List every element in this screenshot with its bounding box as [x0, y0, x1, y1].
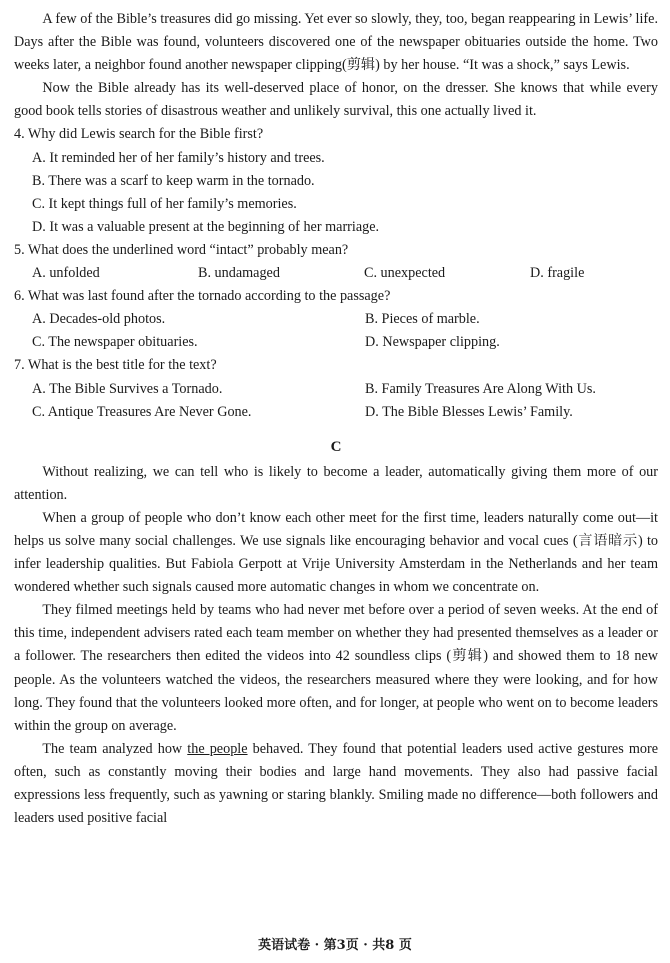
- question-6-option-a: A. Decades-old photos.: [32, 311, 166, 328]
- question-4-option-a: A. It reminded her of her family’s history and trees.: [32, 149, 325, 166]
- question-7-options-row-1: [14, 378, 658, 401]
- question-6-option-c: C. The newspaper obituaries.: [32, 334, 198, 351]
- question-7-option-a: A. The Bible Survives a Tornado.: [32, 380, 223, 397]
- section-c-paragraph-4: [14, 738, 658, 830]
- question-6-option-b: B. Pieces of marble.: [365, 311, 480, 328]
- question-5: [14, 239, 658, 285]
- section-c-heading: C: [330, 438, 342, 455]
- question-6-options-row-1: [14, 308, 658, 331]
- question-4: [14, 123, 658, 238]
- question-5-option-b: B. undamaged: [198, 265, 280, 282]
- question-4-stem: 4. Why did Lewis search for the Bible first?: [14, 126, 264, 143]
- question-6-options-row-2: [14, 331, 658, 354]
- question-7-stem: 7. What is the best title for the text?: [14, 357, 217, 374]
- page-footer: 英语试卷 · 第3页 · 共8 页: [258, 938, 412, 953]
- question-5-option-d: D. fragile: [530, 265, 585, 282]
- question-5-stem: 5. What does the underlined word “intact” probably mean?: [14, 241, 349, 258]
- question-7: [14, 354, 658, 423]
- section-c-paragraph-2: When a group of people who don’t know each other meet for the first time, leaders naturally come out—it helps us solve many social challenges. We use signals like encouraging behavior and vocal cues (言语暗示) to infer leadership qualities. But Fabiola Gerpott at Vrije University Amsterdam in the Netherlands and her team wondered whether such signals caused more automatic changes in whom we concentrate on.: [14, 509, 658, 596]
- question-4-option-d: D. It was a valuable present at the beginning of her marriage.: [32, 218, 380, 235]
- question-5-options: [14, 262, 658, 285]
- question-7-option-c: C. Antique Treasures Are Never Gone.: [32, 403, 252, 420]
- question-7-options-row-2: [14, 401, 658, 424]
- exam-page: [14, 8, 658, 830]
- question-4-option-c: C. It kept things full of her family’s memories.: [32, 195, 297, 212]
- question-5-option-a: A. unfolded: [32, 265, 100, 282]
- passage-b-paragraph-1: A few of the Bible’s treasures did go missing. Yet ever so slowly, they, too, began reappearing in Lewis’ life. Days after the Bible was found, volunteers discovered one of the newspaper obituaries outside the home. Two weeks later, a neighbor found another newspaper clipping(剪辑) by her house. “It was a shock,” says Lewis.: [14, 11, 658, 74]
- paragraph-4-text-start: The team analyzed how: [42, 740, 188, 757]
- underlined-phrase: the people: [187, 740, 248, 757]
- section-c-paragraph-3: They filmed meetings held by teams who had never met before over a period of seven weeks. At the end of this time, independent advisers rated each team member on whether they had presented themselves as a leader or a follower. The researchers then edited the videos into 42 soundless clips (剪辑) and showed them to 18 new people. As the volunteers watched the videos, the researchers measured where they were looking, and for how long. They found that the volunteers looked more often, and for longer, at people who went on to become leaders within the group on average.: [14, 602, 658, 734]
- question-4-option-b: B. There was a scarf to keep warm in the tornado.: [32, 172, 315, 189]
- section-c-paragraph-1: Without realizing, we can tell who is likely to become a leader, automatically giving them more of our attention.: [14, 463, 658, 503]
- question-7-option-d: D. The Bible Blesses Lewis’ Family.: [365, 403, 573, 420]
- question-7-option-b: B. Family Treasures Are Along With Us.: [365, 380, 596, 397]
- passage-b-paragraph-2: Now the Bible already has its well-deserved place of honor, on the dresser. She knows that while every good book tells stories of disastrous weather and unlikely survival, this one actually lived it.: [14, 80, 658, 120]
- question-5-option-c: C. unexpected: [364, 265, 446, 282]
- question-6: [14, 285, 658, 354]
- question-6-option-d: D. Newspaper clipping.: [365, 334, 500, 351]
- question-6-stem: 6. What was last found after the tornado according to the passage?: [14, 288, 391, 305]
- paragraph-4-text-rest: behaved. They found that potential leaders used active gestures more often, such as constantly moving their bodies and large hand movements. They also had passive facial expressions less frequently, such as yawning or staring blankly. Smiling made no difference—both followers and leaders used positive facial: [14, 740, 658, 827]
